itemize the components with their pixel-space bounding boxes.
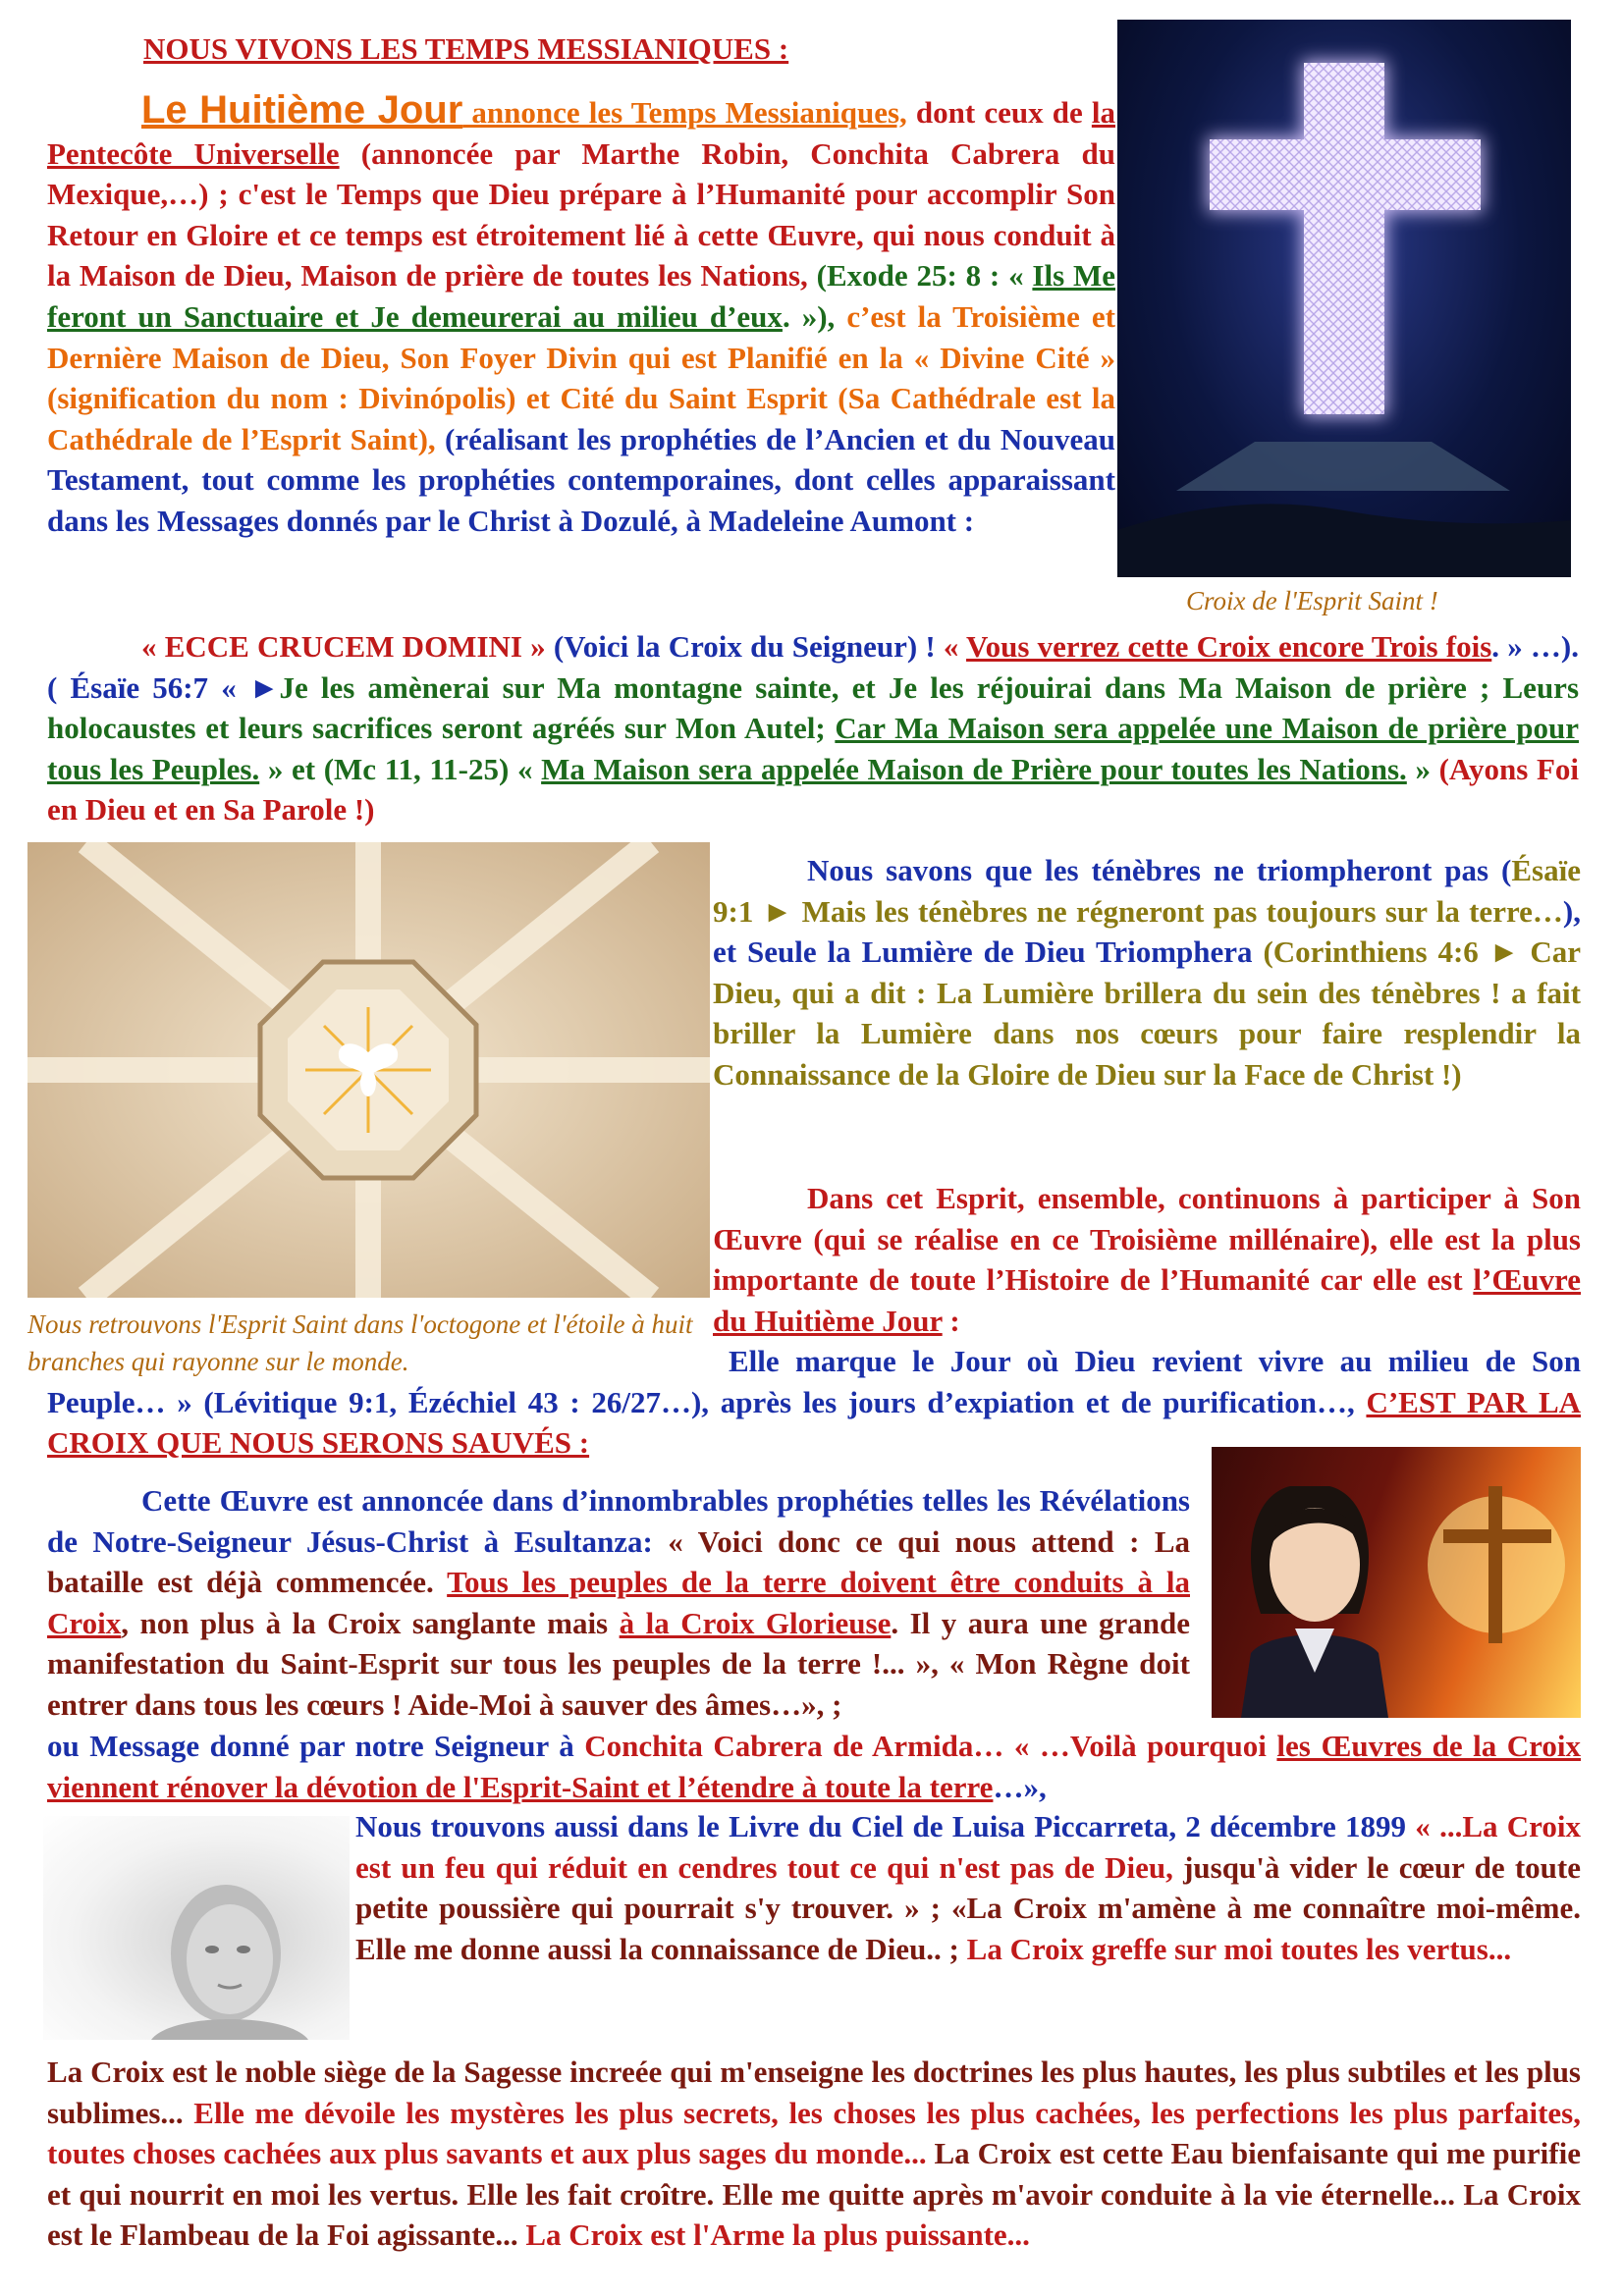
paragraph-cette-oeuvre: Cette Œuvre est annoncée dans d’innombrables prophéties telles les Révélations de Notre-Seigneur Jésus-Christ à Esultanza: « Voici donc ce qui nous attend : La bataille est déjà commencée. Tous les peuples de la terre doivent être conduits à la Croix, non plus à la Croix sanglante mais à la Croix Glorieuse. Il y aura une grande manifestation du Saint-Esprit sur tous les peuples de la terre !... », « Mon Règne doit entrer dans tous les cœurs ! Aide-Moi à sauver des âmes…», ; <box>47 1483 1191 1722</box>
portrait-icon <box>1212 1447 1581 1718</box>
dove-octagon-icon <box>27 842 710 1298</box>
paragraph-huitieme-jour: Le Huitième Jour annonce les Temps Messianiques, dont ceux de la Pentecôte Universelle (annoncée par Marthe Robin, Conchita Cabrera du Mexique,…) ; c'est le Temps que Dieu prépare à l’Humanité pour accomplir Son Retour en Gloire et ce temps est étroitement lié à cette Œuvre, qui nous conduit à la Maison de Dieu, Maison de prière de toutes les Nations, (Exode 25: 8 : « Ils Me feront un Sanctuaire et Je demeurerai au milieu d’eux. »), c’est la Troisième et Dernière Maison de Dieu, Son Foyer Divin qui est Planifié en la « Divine Cité » (signification du nom : Divinópolis) et Cité du Saint Esprit (Sa Cathédrale est la Cathédrale de l’Esprit Saint), (réalisant les prophéties de l’Ancien et du Nouveau Testament, tout comme les prophéties contemporaines, dont celles apparaissant dans les Messages donnés par le Christ à Dozulé, à Madeleine Aumont : <box>47 88 1115 538</box>
paragraph-conchita: ou Message donné par notre Seigneur à Conchita Cabrera de Armida… « …Voilà pourquoi les Œuvres de la Croix viennent rénover la dévotion de l'Esprit-Saint et l’étendre à toute la terre…», <box>47 1729 1581 1804</box>
glowing-cross-icon <box>1117 20 1571 577</box>
octagon-caption: Nous retrouvons l'Esprit Saint dans l'octogone et l'étoile à huit branches qui rayonne sur le monde. <box>27 1309 693 1376</box>
page-title: NOUS VIVONS LES TEMPS MESSIANIQUES : <box>143 31 789 66</box>
paragraph-dans-cet-esprit: Dans cet Esprit, ensemble, continuons à participer à Son Œuvre (qui se réalise en ce Troisième millénaire), elle est la plus importante de toute l’Histoire de l’Humanité car elle est l’Œuvre du Huitième Jour : <box>713 1181 1581 1338</box>
huitieme-jour-heading: Le Huitième Jour <box>141 88 463 132</box>
paragraph-ecce-crucem: « ECCE CRUCEM DOMINI » (Voici la Croix du Seigneur) ! « Vous verrez cette Croix encore Trois fois. » …). ( Ésaïe 56:7 « ►Je les amènerai sur Ma montagne sainte, et Je les réjouirai dans Ma Maison de prière ; Leurs holocaustes et leurs sacrifices seront agréés sur Mon Autel; Car Ma Maison sera appelée une Maison de prière pour tous les Peuples. » et (Mc 11, 11-25) « Ma Maison sera appelée Maison de Prière pour toutes les Nations. » (Ayons Foi en Dieu et en Sa Parole !) <box>47 629 1580 828</box>
cross-image <box>1117 20 1571 577</box>
paragraph-croix-sagesse: La Croix est le noble siège de la Sagesse increée qui m'enseigne les doctrines les plus hautes, les plus subtiles et les plus sublimes... Elle me dévoile les mystères les plus secrets, les choses les plus cachées, les perfections les plus parfaites, toutes choses cachées aux plus savants et aux plus sages du monde... La Croix est cette Eau bienfaisante qui me purifie et qui nourrit en moi les vertus. Elle les fait croître. Elle me quitte après m'avoir conduite à la vie éternelle... La Croix est le Flambeau de la Foi agissante... La Croix est l'Arme la plus puissante... <box>47 2055 1581 2253</box>
paragraph-luisa: Nous trouvons aussi dans le Livre du Ciel de Luisa Piccarreta, 2 décembre 1899 « ...La Croix est un feu qui réduit en cendres tout ce qui n'est pas de Dieu, jusqu'à vider le cœur de toute petite poussière qui pourrait s'y trouver. » ; «La Croix m'amène à me connaître moi-même. Elle me donne aussi la connaissance de Dieu.. ; La Croix greffe sur moi toutes les vertus... <box>355 1809 1581 1966</box>
paragraph-tenebres: Nous savons que les ténèbres ne triompheront pas (Ésaïe 9:1 ► Mais les ténèbres ne régneront pas toujours sur la terre…), et Seule la Lumière de Dieu Triomphera (Corinthiens 4:6 ► Car Dieu, qui a dit : La Lumière brillera du sein des ténèbres ! a fait briller la Lumière dans nos cœurs pour faire resplendir la Connaissance de la Gloire de Dieu sur la Face de Christ !) <box>713 853 1582 1092</box>
octagon-dome-image <box>27 842 710 1298</box>
paragraph-jour-retour: Elle marque le Jour où Dieu revient vivre au milieu de Son Peuple… » (Lévitique 9:1, Ézéchiel 43 : 26/27…), après les jours d’expiation et de purification…, C’EST PAR LA CROIX QUE NOUS SERONS SAUVÉS : <box>47 1344 1582 1461</box>
portrait-with-cross-image <box>1212 1447 1581 1718</box>
cross-caption: Croix de l'Esprit Saint ! <box>1186 586 1438 615</box>
